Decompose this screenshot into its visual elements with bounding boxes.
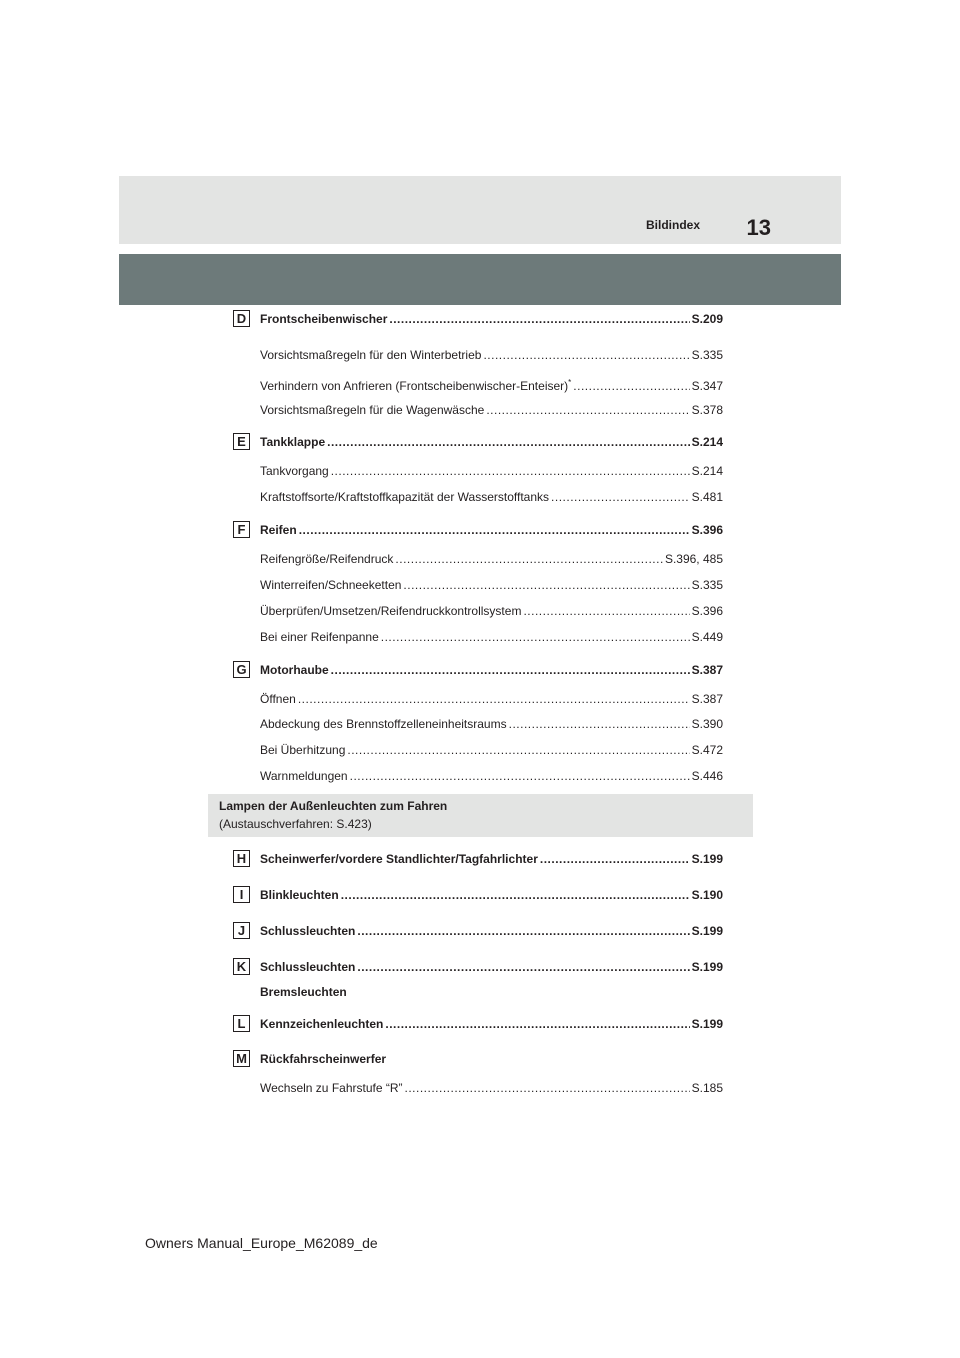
entry-title: Bremsleuchten [260, 985, 347, 999]
entry-title: Scheinwerfer/vordere Standlichter/Tagfahrlichter [260, 852, 538, 866]
page-ref: S.446 [691, 769, 723, 783]
entry-d [233, 312, 723, 326]
sub-entry-label: Reifengröße/Reifendruck [260, 552, 394, 566]
lamp-box-note: (Austauschverfahren: S.423) [219, 817, 372, 831]
sub-entry[interactable] [233, 376, 723, 393]
entry-d-title-row[interactable] [233, 312, 723, 326]
entry-j [233, 924, 723, 938]
entry-k-extra[interactable] [233, 985, 723, 999]
sub-entry-label: Abdeckung des Brennstoffzelleneinheitsraums [260, 717, 507, 731]
page-ref: S.199 [691, 852, 723, 866]
entry-l-title-row[interactable] [233, 1017, 723, 1031]
entry-h-title-row[interactable] [233, 852, 723, 866]
page-ref: S.347 [691, 379, 723, 393]
page-ref: S.199 [691, 1017, 723, 1031]
sub-entry-label: Kraftstoffsorte/Kraftstoffkapazität der Wasserstofftanks [260, 490, 550, 504]
entry-title: Reifen [260, 523, 297, 537]
entry-title: Schlussleuchten [260, 960, 356, 974]
header-band [119, 176, 841, 244]
entry-title: Frontscheibenwischer [260, 312, 388, 326]
page-ref: S.472 [691, 743, 723, 757]
entry-e [233, 435, 723, 449]
sub-entry[interactable] [233, 769, 723, 783]
marker-l: L [233, 1015, 250, 1032]
entry-f-title-row[interactable] [233, 523, 723, 537]
entry-m-title-row[interactable] [233, 1052, 723, 1066]
marker-i: I [233, 886, 250, 903]
entry-title: Kennzeichenleuchten [260, 1017, 384, 1031]
entry-title: Blinkleuchten [260, 888, 339, 902]
entry-g [233, 663, 723, 677]
page-ref: S.190 [691, 888, 723, 902]
sub-entry-label: Winterreifen/Schneeketten [260, 578, 402, 592]
sub-entry[interactable] [233, 403, 723, 417]
entry-h [233, 852, 723, 866]
page-ref: S.390 [691, 717, 723, 731]
marker-d: D [233, 310, 250, 327]
sub-entry[interactable] [233, 743, 723, 757]
entry-g-title-row[interactable] [233, 663, 723, 677]
sub-entry-label: Überprüfen/Umsetzen/Reifendruckkontrollsystem [260, 604, 522, 618]
sub-entry[interactable] [233, 717, 723, 731]
page-ref: S.199 [691, 924, 723, 938]
marker-e: E [233, 433, 250, 450]
page-ref: S.387 [691, 663, 723, 677]
sub-entry-label: Verhindern von Anfrieren (Frontscheibenwischer-Enteiser) [260, 379, 569, 393]
sub-entry[interactable] [233, 578, 723, 592]
sub-entry[interactable] [233, 348, 723, 362]
page-ref: S.214 [691, 464, 723, 478]
footer-doc-id: Owners Manual_Europe_M62089_de [145, 1235, 378, 1251]
page-ref: S.449 [691, 630, 723, 644]
sub-entry[interactable] [233, 552, 723, 566]
lamp-info-box [208, 794, 753, 837]
entry-k [233, 960, 723, 974]
entry-title: Schlussleuchten [260, 924, 356, 938]
entry-title: Rückfahrscheinwerfer [260, 1052, 387, 1066]
entry-e-title-row[interactable] [233, 435, 723, 449]
marker-g: G [233, 661, 250, 678]
section-title: Bildindex [645, 218, 700, 232]
entry-title: Tankklappe [260, 435, 326, 449]
marker-f: F [233, 521, 250, 538]
sub-entry-label: Wechseln zu Fahrstufe “R” [260, 1081, 403, 1095]
lamp-box-title: Lampen der Außenleuchten zum Fahren [219, 799, 448, 813]
page-ref: S.387 [691, 692, 723, 706]
sub-entry[interactable] [233, 1081, 723, 1095]
sub-entry-label: Tankvorgang [260, 464, 329, 478]
page-ref: S.185 [691, 1081, 723, 1095]
sub-entry[interactable] [233, 604, 723, 618]
marker-j: J [233, 922, 250, 939]
entry-i [233, 888, 723, 902]
page-ref: S.214 [691, 435, 723, 449]
marker-k: K [233, 958, 250, 975]
sub-entry[interactable] [233, 630, 723, 644]
page-ref: S.396 [691, 604, 723, 618]
entry-title: Motorhaube [260, 663, 329, 677]
marker-m: M [233, 1050, 250, 1067]
sub-entry-label: Vorsichtsmaßregeln für die Wagenwäsche [260, 403, 485, 417]
entry-k-title-row[interactable] [233, 960, 723, 974]
sub-entry-label: Bei Überhitzung [260, 743, 346, 757]
page-ref: S.378 [691, 403, 723, 417]
page-ref: S.199 [691, 960, 723, 974]
footnote-mark: * [568, 378, 572, 387]
page-ref: S.396 [691, 523, 723, 537]
page-ref: S.335 [691, 348, 723, 362]
entry-l [233, 1017, 723, 1031]
title-band [119, 254, 841, 305]
marker-h: H [233, 850, 250, 867]
page-ref: S.396, 485 [664, 552, 723, 566]
sub-entry-label: Öffnen [260, 692, 296, 706]
sub-entry[interactable] [233, 490, 723, 504]
page-number: 13 [746, 215, 771, 240]
sub-entry[interactable] [233, 692, 723, 706]
page-ref: S.335 [691, 578, 723, 592]
entry-m [233, 1052, 723, 1066]
page-ref: S.481 [691, 490, 723, 504]
page-ref: S.209 [691, 312, 723, 326]
sub-entry[interactable] [233, 464, 723, 478]
entry-j-title-row[interactable] [233, 924, 723, 938]
entry-i-title-row[interactable] [233, 888, 723, 902]
sub-entry-label: Vorsichtsmaßregeln für den Winterbetrieb [260, 348, 482, 362]
sub-entry-label: Bei einer Reifenpanne [260, 630, 379, 644]
entry-f [233, 523, 723, 537]
sub-entry-label: Warnmeldungen [260, 769, 348, 783]
